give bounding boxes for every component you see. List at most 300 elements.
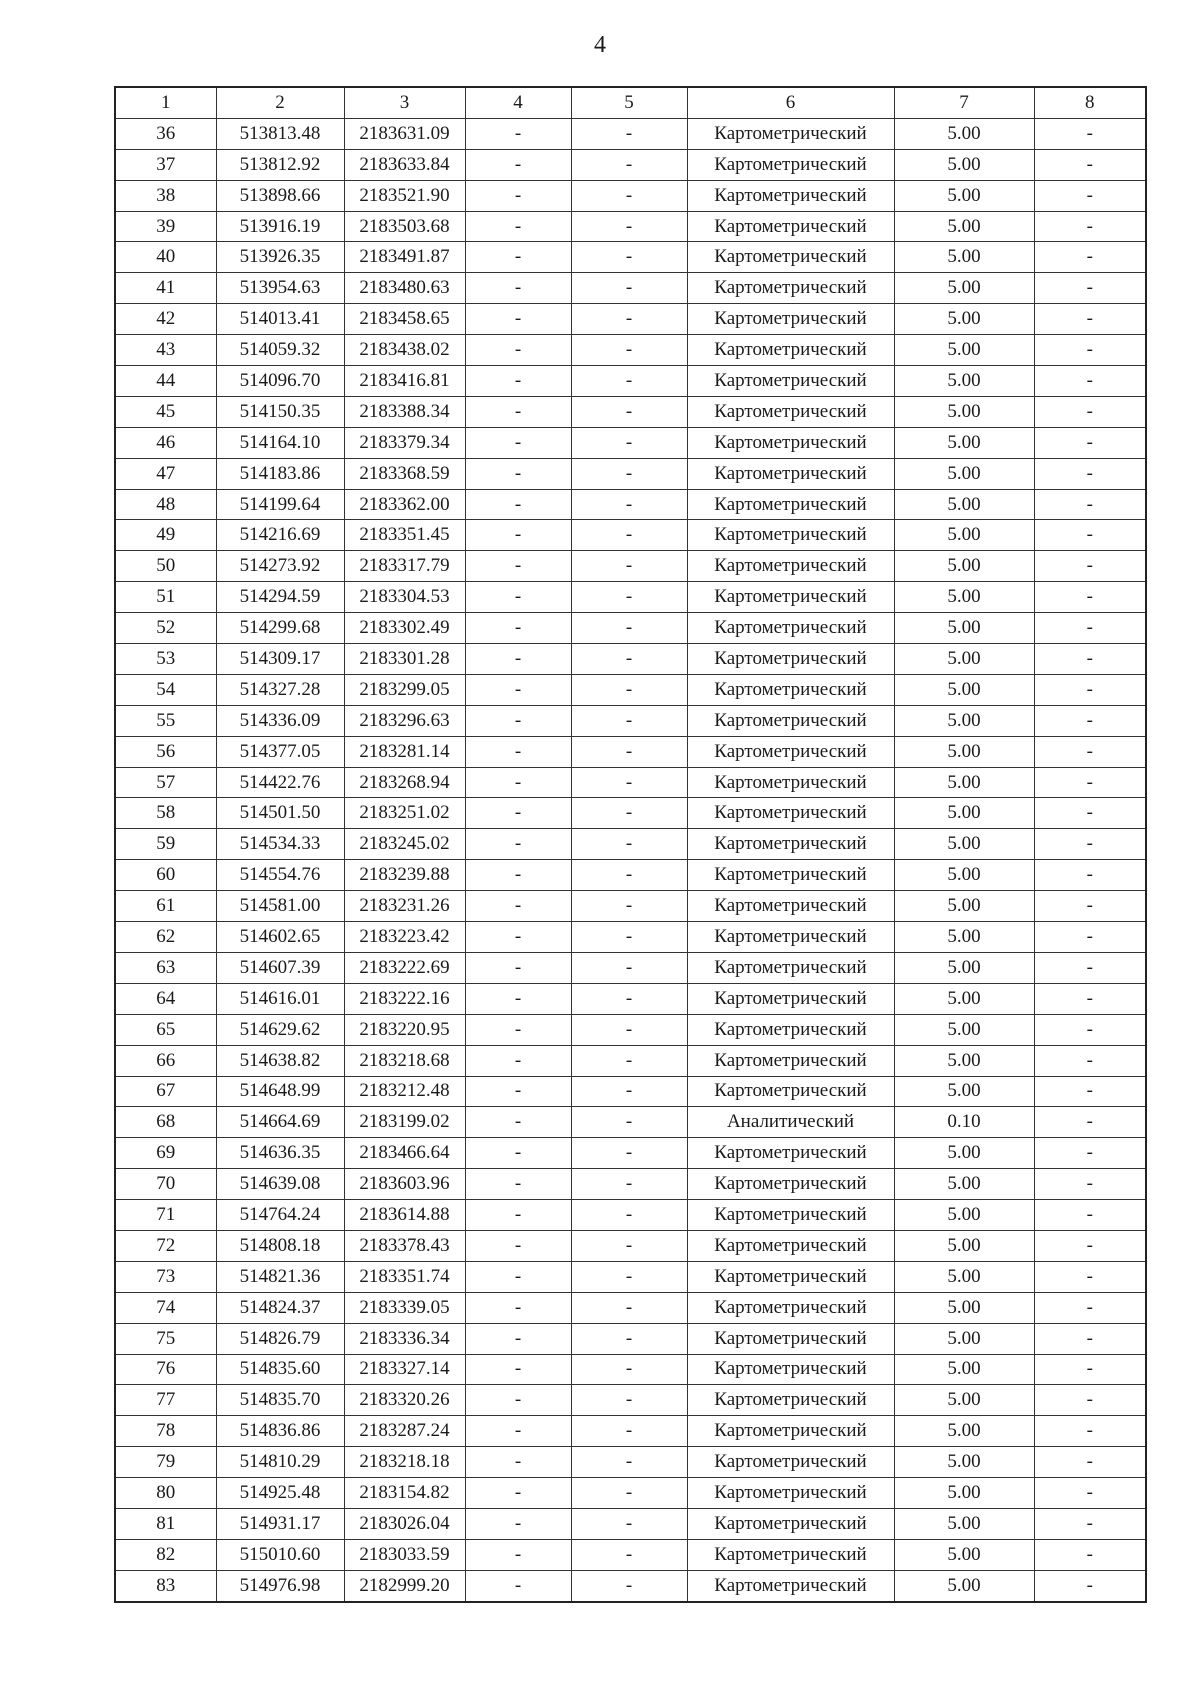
- table-cell: 513812.92: [216, 149, 344, 180]
- table-row: [115, 1261, 1146, 1292]
- table-cell: 5.00: [894, 1539, 1034, 1570]
- table-cell: -: [465, 1323, 571, 1354]
- table-cell: 75: [115, 1323, 216, 1354]
- table-cell: Картометрический: [687, 829, 894, 860]
- table-cell: 513926.35: [216, 242, 344, 273]
- table-row: [115, 1292, 1146, 1323]
- table-cell: 5.00: [894, 427, 1034, 458]
- table-cell: 5.00: [894, 1076, 1034, 1107]
- table-cell: 2183458.65: [344, 304, 465, 335]
- table-cell: 0.10: [894, 1107, 1034, 1138]
- table-cell: 514273.92: [216, 551, 344, 582]
- table-cell: -: [1034, 118, 1146, 149]
- table-cell: 5.00: [894, 860, 1034, 891]
- table-cell: 514664.69: [216, 1107, 344, 1138]
- table-cell: -: [1034, 1570, 1146, 1601]
- table-cell: 2183251.02: [344, 798, 465, 829]
- table-cell: -: [1034, 952, 1146, 983]
- table-cell: -: [571, 396, 687, 427]
- table-row: [115, 582, 1146, 613]
- table-row: [115, 1200, 1146, 1231]
- table-cell: 80: [115, 1478, 216, 1509]
- table-cell: 514377.05: [216, 736, 344, 767]
- table-cell: Картометрический: [687, 335, 894, 366]
- table-cell: Картометрический: [687, 1447, 894, 1478]
- table-cell: 58: [115, 798, 216, 829]
- table-cell: -: [1034, 1292, 1146, 1323]
- table-cell: 2183154.82: [344, 1478, 465, 1509]
- table-cell: -: [571, 458, 687, 489]
- table-cell: 514826.79: [216, 1323, 344, 1354]
- table-cell: Картометрический: [687, 644, 894, 675]
- table-row: [115, 983, 1146, 1014]
- table-cell: Картометрический: [687, 273, 894, 304]
- table-cell: -: [571, 613, 687, 644]
- table-cell: 5.00: [894, 273, 1034, 304]
- table-cell: Картометрический: [687, 1076, 894, 1107]
- table-cell: Картометрический: [687, 922, 894, 953]
- table-cell: 514636.35: [216, 1138, 344, 1169]
- table-cell: 2183302.49: [344, 613, 465, 644]
- table-cell: -: [465, 798, 571, 829]
- table-cell: -: [1034, 736, 1146, 767]
- table-cell: 514554.76: [216, 860, 344, 891]
- table-cell: Картометрический: [687, 1138, 894, 1169]
- table-cell: 514821.36: [216, 1261, 344, 1292]
- table-cell: 5.00: [894, 1478, 1034, 1509]
- table-cell: 2183336.34: [344, 1323, 465, 1354]
- table-cell: -: [465, 736, 571, 767]
- table-cell: Картометрический: [687, 458, 894, 489]
- table-cell: -: [1034, 922, 1146, 953]
- table-cell: 2183362.00: [344, 489, 465, 520]
- table-cell: -: [571, 118, 687, 149]
- table-header-row: [115, 87, 1146, 118]
- table-cell: -: [571, 242, 687, 273]
- table-cell: 65: [115, 1014, 216, 1045]
- table-cell: -: [1034, 1478, 1146, 1509]
- table-cell: 2183218.68: [344, 1045, 465, 1076]
- table-cell: -: [571, 705, 687, 736]
- table-cell: -: [465, 1014, 571, 1045]
- table-row: [115, 149, 1146, 180]
- table-cell: -: [571, 1200, 687, 1231]
- table-cell: -: [465, 489, 571, 520]
- page-number: 4: [594, 32, 606, 58]
- table-cell: 5.00: [894, 211, 1034, 242]
- table-row: [115, 458, 1146, 489]
- table-cell: 63: [115, 952, 216, 983]
- table-cell: 51: [115, 582, 216, 613]
- table-cell: -: [1034, 427, 1146, 458]
- table-cell: 54: [115, 674, 216, 705]
- table-cell: -: [465, 829, 571, 860]
- table-cell: 52: [115, 613, 216, 644]
- column-header: 6: [687, 87, 894, 118]
- table-cell: 514013.41: [216, 304, 344, 335]
- table-cell: -: [465, 1200, 571, 1231]
- table-cell: 514216.69: [216, 520, 344, 551]
- table-cell: -: [1034, 582, 1146, 613]
- table-cell: 514327.28: [216, 674, 344, 705]
- table-row: [115, 396, 1146, 427]
- table-cell: -: [571, 273, 687, 304]
- table-cell: Картометрический: [687, 1539, 894, 1570]
- table-cell: 5.00: [894, 1570, 1034, 1601]
- table-cell: 514835.60: [216, 1354, 344, 1385]
- table-cell: 514648.99: [216, 1076, 344, 1107]
- table-cell: -: [1034, 551, 1146, 582]
- column-header: 4: [465, 87, 571, 118]
- table-cell: -: [465, 1292, 571, 1323]
- table-cell: 514976.98: [216, 1570, 344, 1601]
- table-cell: 2183320.26: [344, 1385, 465, 1416]
- table-row: [115, 273, 1146, 304]
- table-cell: 36: [115, 118, 216, 149]
- table-row: [115, 1570, 1146, 1601]
- table-row: [115, 1447, 1146, 1478]
- table-row: [115, 1354, 1146, 1385]
- table-cell: Картометрический: [687, 952, 894, 983]
- table-cell: 5.00: [894, 489, 1034, 520]
- table-cell: 5.00: [894, 891, 1034, 922]
- table-cell: -: [465, 1539, 571, 1570]
- table-cell: Картометрический: [687, 860, 894, 891]
- table-row: [115, 1385, 1146, 1416]
- table-cell: -: [465, 891, 571, 922]
- table-cell: Картометрический: [687, 180, 894, 211]
- table-cell: -: [1034, 1107, 1146, 1138]
- table-cell: 44: [115, 366, 216, 397]
- table-cell: 2183317.79: [344, 551, 465, 582]
- table-cell: -: [571, 736, 687, 767]
- table-cell: -: [1034, 829, 1146, 860]
- table-cell: -: [1034, 644, 1146, 675]
- table-cell: 514925.48: [216, 1478, 344, 1509]
- table-row: [115, 1107, 1146, 1138]
- table-cell: 5.00: [894, 242, 1034, 273]
- table-cell: -: [571, 829, 687, 860]
- table-cell: 41: [115, 273, 216, 304]
- table-cell: 5.00: [894, 1169, 1034, 1200]
- table-cell: 2183379.34: [344, 427, 465, 458]
- table-cell: -: [571, 335, 687, 366]
- table-cell: -: [571, 1478, 687, 1509]
- table-cell: 2183199.02: [344, 1107, 465, 1138]
- table-cell: -: [465, 1045, 571, 1076]
- table-cell: -: [571, 922, 687, 953]
- table-row: [115, 1138, 1146, 1169]
- table-cell: -: [1034, 1169, 1146, 1200]
- table-cell: 48: [115, 489, 216, 520]
- table-cell: 2183368.59: [344, 458, 465, 489]
- table-cell: -: [1034, 1076, 1146, 1107]
- table-row: [115, 736, 1146, 767]
- table-cell: -: [1034, 211, 1146, 242]
- table-cell: -: [1034, 520, 1146, 551]
- table-cell: 514824.37: [216, 1292, 344, 1323]
- table-cell: -: [465, 366, 571, 397]
- table-cell: -: [1034, 674, 1146, 705]
- table-cell: -: [465, 1354, 571, 1385]
- table-cell: 5.00: [894, 613, 1034, 644]
- coordinates-table: [114, 86, 1147, 1603]
- table-cell: -: [571, 149, 687, 180]
- table-cell: 55: [115, 705, 216, 736]
- table-cell: 5.00: [894, 922, 1034, 953]
- table-row: [115, 952, 1146, 983]
- table-cell: 73: [115, 1261, 216, 1292]
- table-cell: -: [465, 273, 571, 304]
- table-cell: 50: [115, 551, 216, 582]
- table-cell: -: [571, 1323, 687, 1354]
- table-cell: -: [465, 1107, 571, 1138]
- table-cell: 514835.70: [216, 1385, 344, 1416]
- table-cell: 70: [115, 1169, 216, 1200]
- table-cell: 2183603.96: [344, 1169, 465, 1200]
- table-cell: 2183033.59: [344, 1539, 465, 1570]
- table-cell: 5.00: [894, 335, 1034, 366]
- table-row: [115, 644, 1146, 675]
- table-cell: -: [465, 613, 571, 644]
- table-cell: 514836.86: [216, 1416, 344, 1447]
- table-cell: 79: [115, 1447, 216, 1478]
- table-cell: 2183231.26: [344, 891, 465, 922]
- table-cell: -: [571, 983, 687, 1014]
- table-cell: -: [1034, 1261, 1146, 1292]
- table-cell: 81: [115, 1508, 216, 1539]
- table-cell: 49: [115, 520, 216, 551]
- table-cell: -: [465, 1076, 571, 1107]
- table-cell: 5.00: [894, 1354, 1034, 1385]
- table-cell: -: [1034, 860, 1146, 891]
- table-row: [115, 366, 1146, 397]
- table-cell: Картометрический: [687, 798, 894, 829]
- table-cell: Аналитический: [687, 1107, 894, 1138]
- table-cell: -: [1034, 1045, 1146, 1076]
- table-cell: 2183281.14: [344, 736, 465, 767]
- table-cell: -: [1034, 1138, 1146, 1169]
- table-cell: 2183378.43: [344, 1230, 465, 1261]
- table-cell: -: [465, 1230, 571, 1261]
- table-cell: 5.00: [894, 1200, 1034, 1231]
- table-cell: -: [571, 1570, 687, 1601]
- table-cell: -: [571, 952, 687, 983]
- table-cell: -: [571, 551, 687, 582]
- table-cell: -: [1034, 1508, 1146, 1539]
- table-cell: 2183299.05: [344, 674, 465, 705]
- table-cell: 5.00: [894, 767, 1034, 798]
- table-cell: 2183327.14: [344, 1354, 465, 1385]
- table-cell: -: [465, 674, 571, 705]
- table-row: [115, 427, 1146, 458]
- table-cell: -: [465, 1508, 571, 1539]
- table-cell: 514602.65: [216, 922, 344, 953]
- table-cell: 60: [115, 860, 216, 891]
- column-header: 5: [571, 87, 687, 118]
- table-row: [115, 489, 1146, 520]
- table-cell: Картометрический: [687, 767, 894, 798]
- table-cell: 66: [115, 1045, 216, 1076]
- table-cell: -: [465, 644, 571, 675]
- table-cell: -: [465, 582, 571, 613]
- table-body: [115, 118, 1146, 1601]
- table-cell: 64: [115, 983, 216, 1014]
- table-cell: -: [465, 180, 571, 211]
- table-row: [115, 798, 1146, 829]
- table-cell: 5.00: [894, 1261, 1034, 1292]
- table-row: [115, 1508, 1146, 1539]
- table-cell: -: [571, 1261, 687, 1292]
- column-header: 8: [1034, 87, 1146, 118]
- table-cell: -: [1034, 1230, 1146, 1261]
- table-cell: Картометрический: [687, 211, 894, 242]
- table-cell: Картометрический: [687, 1570, 894, 1601]
- table-cell: -: [465, 149, 571, 180]
- table-cell: -: [571, 1508, 687, 1539]
- table-cell: 5.00: [894, 458, 1034, 489]
- table-cell: -: [571, 674, 687, 705]
- table-cell: 76: [115, 1354, 216, 1385]
- table-cell: 513916.19: [216, 211, 344, 242]
- table-cell: 5.00: [894, 1416, 1034, 1447]
- table-cell: -: [571, 1354, 687, 1385]
- table-row: [115, 211, 1146, 242]
- table-cell: Картометрический: [687, 489, 894, 520]
- table-cell: -: [465, 983, 571, 1014]
- table-cell: Картометрический: [687, 1416, 894, 1447]
- table-cell: -: [571, 1230, 687, 1261]
- table-row: [115, 1169, 1146, 1200]
- table-row: [115, 613, 1146, 644]
- table-cell: -: [571, 798, 687, 829]
- table-cell: 514059.32: [216, 335, 344, 366]
- table-cell: -: [571, 1076, 687, 1107]
- table-cell: -: [571, 860, 687, 891]
- table-row: [115, 551, 1146, 582]
- table-cell: 2183503.68: [344, 211, 465, 242]
- table-cell: 514336.09: [216, 705, 344, 736]
- table-cell: -: [571, 1539, 687, 1570]
- table-cell: -: [465, 1261, 571, 1292]
- table-row: [115, 705, 1146, 736]
- table-cell: Картометрический: [687, 1508, 894, 1539]
- table-row: [115, 1416, 1146, 1447]
- table-cell: 5.00: [894, 952, 1034, 983]
- column-header: 3: [344, 87, 465, 118]
- table-cell: Картометрический: [687, 520, 894, 551]
- table-cell: -: [465, 1138, 571, 1169]
- table-cell: 39: [115, 211, 216, 242]
- table-cell: -: [465, 1478, 571, 1509]
- table-cell: 78: [115, 1416, 216, 1447]
- column-header: 7: [894, 87, 1034, 118]
- table-cell: -: [1034, 273, 1146, 304]
- table-cell: 5.00: [894, 829, 1034, 860]
- table-cell: 514810.29: [216, 1447, 344, 1478]
- table-cell: 2183218.18: [344, 1447, 465, 1478]
- table-cell: -: [1034, 180, 1146, 211]
- table-row: [115, 242, 1146, 273]
- table-cell: 5.00: [894, 1292, 1034, 1323]
- table-cell: -: [1034, 1323, 1146, 1354]
- table-cell: 53: [115, 644, 216, 675]
- table-cell: 2183287.24: [344, 1416, 465, 1447]
- table-cell: -: [1034, 366, 1146, 397]
- table-cell: -: [1034, 1200, 1146, 1231]
- table-cell: -: [1034, 613, 1146, 644]
- table-cell: -: [1034, 489, 1146, 520]
- table-cell: 2183438.02: [344, 335, 465, 366]
- table-cell: -: [465, 211, 571, 242]
- table-cell: 2183491.87: [344, 242, 465, 273]
- table-row: [115, 1230, 1146, 1261]
- table-row: [115, 1323, 1146, 1354]
- table-cell: 513954.63: [216, 273, 344, 304]
- table-cell: 5.00: [894, 1447, 1034, 1478]
- table-cell: 5.00: [894, 1045, 1034, 1076]
- table-cell: 514096.70: [216, 366, 344, 397]
- table-cell: 2183416.81: [344, 366, 465, 397]
- table-cell: -: [465, 860, 571, 891]
- table-cell: 2183301.28: [344, 644, 465, 675]
- table-cell: -: [1034, 705, 1146, 736]
- table-cell: 5.00: [894, 705, 1034, 736]
- table-cell: 82: [115, 1539, 216, 1570]
- table-cell: -: [465, 1416, 571, 1447]
- table-cell: -: [465, 922, 571, 953]
- table-cell: -: [1034, 1447, 1146, 1478]
- table-cell: 513813.48: [216, 118, 344, 149]
- table-cell: -: [571, 644, 687, 675]
- table-cell: Картометрический: [687, 674, 894, 705]
- table-cell: -: [571, 1385, 687, 1416]
- table-cell: -: [465, 304, 571, 335]
- table-cell: -: [465, 705, 571, 736]
- table-cell: 2183466.64: [344, 1138, 465, 1169]
- table-cell: 2183633.84: [344, 149, 465, 180]
- table-cell: 514164.10: [216, 427, 344, 458]
- table-cell: -: [571, 180, 687, 211]
- table-cell: 5.00: [894, 644, 1034, 675]
- table-cell: -: [571, 1416, 687, 1447]
- table-cell: Картометрический: [687, 1292, 894, 1323]
- table-cell: -: [1034, 983, 1146, 1014]
- table-cell: 5.00: [894, 1138, 1034, 1169]
- table-cell: -: [465, 458, 571, 489]
- table-cell: 62: [115, 922, 216, 953]
- table-cell: -: [571, 1447, 687, 1478]
- table-cell: 37: [115, 149, 216, 180]
- column-header: 2: [216, 87, 344, 118]
- table-cell: Картометрический: [687, 551, 894, 582]
- table-row: [115, 1539, 1146, 1570]
- table-cell: -: [1034, 1014, 1146, 1045]
- table-row: [115, 520, 1146, 551]
- table-row: [115, 922, 1146, 953]
- table-cell: 514534.33: [216, 829, 344, 860]
- table-cell: -: [465, 242, 571, 273]
- table-cell: 56: [115, 736, 216, 767]
- table-cell: 2183614.88: [344, 1200, 465, 1231]
- table-cell: 69: [115, 1138, 216, 1169]
- table-cell: Картометрический: [687, 983, 894, 1014]
- table-cell: Картометрический: [687, 304, 894, 335]
- table-cell: 5.00: [894, 1323, 1034, 1354]
- table-cell: 2182999.20: [344, 1570, 465, 1601]
- table-cell: 5.00: [894, 180, 1034, 211]
- table-cell: Картометрический: [687, 242, 894, 273]
